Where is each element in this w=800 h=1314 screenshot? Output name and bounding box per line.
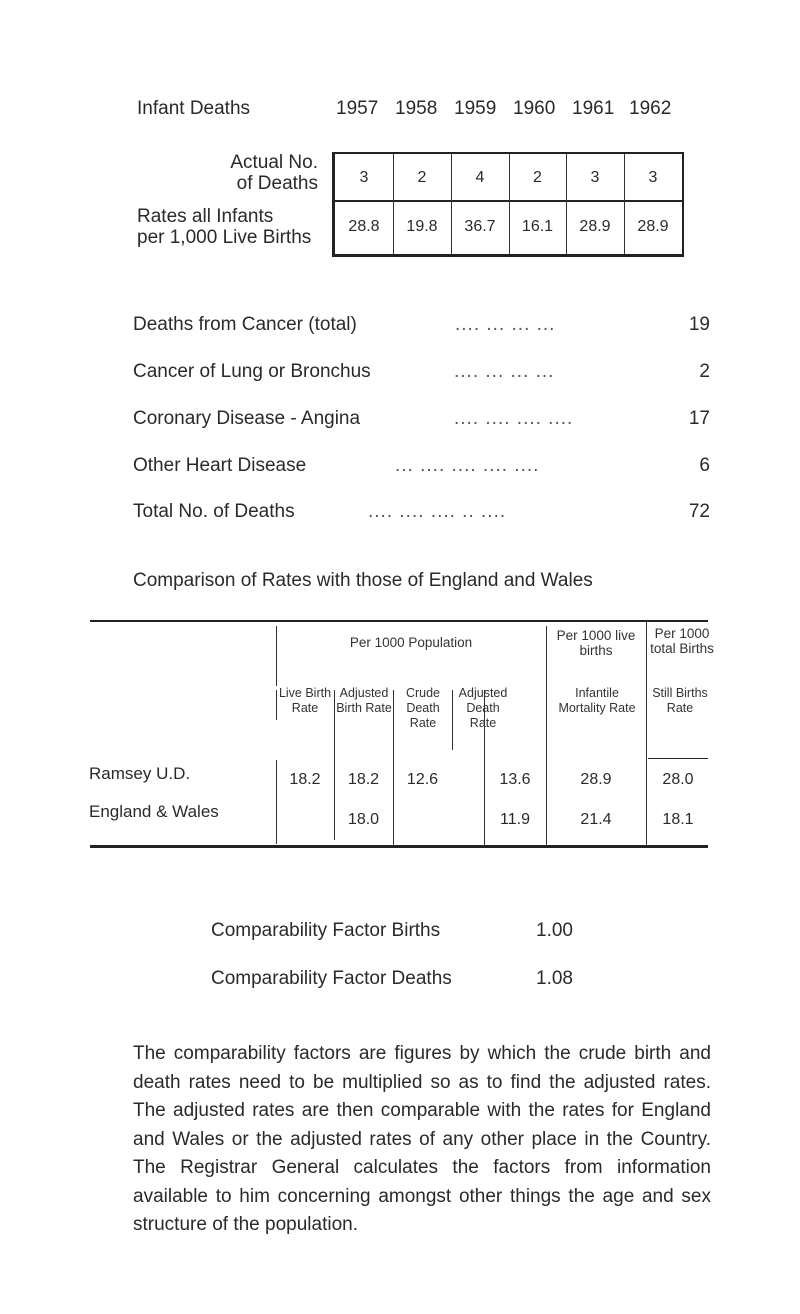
column-header: Adjusted Birth Rate	[336, 686, 392, 715]
actual-deaths-cell: 3	[648, 169, 658, 186]
cause-label: Deaths from Cancer (total)	[133, 314, 357, 335]
actual-deaths-label-line2: of Deaths	[236, 173, 318, 194]
cause-value: 19	[688, 314, 710, 335]
infant-deaths-table	[332, 152, 684, 257]
infant-rate-cell: 28.9	[579, 218, 611, 235]
column-header: Live Birth Rate	[278, 686, 332, 715]
cause-value: 17	[688, 408, 710, 429]
rate-cell: 18.0	[347, 811, 380, 828]
rate-cell: 18.2	[347, 771, 380, 788]
year-label: 1960	[513, 98, 556, 119]
actual-deaths-cell: 2	[533, 169, 542, 186]
year-label: 1962	[629, 98, 672, 119]
column-header: Still Births Rate	[652, 686, 708, 715]
group-header-population: Per 1000 Population	[349, 635, 473, 650]
year-label: 1959	[454, 98, 497, 119]
rate-cell: 11.9	[500, 811, 530, 828]
cause-label: Other Heart Disease	[133, 455, 307, 476]
group-header-total-births: Per 1000 total Births	[650, 626, 714, 656]
explanatory-paragraph: The comparability factors are figures by which the crude birth and death rates need to be multiplied so as to find the adjusted rates. The adjusted rates are then comparable with the rates for England and Wales or the adjusted rates of any other place in the Country. The Registrar General calculates the factors from information available to him concerning amongst other things the age and sex structure of the population.	[133, 1043, 711, 1235]
column-header: Adjusted Death Rate	[458, 686, 508, 730]
rate-cell: 28.0	[662, 771, 694, 788]
year-label: 1958	[395, 98, 438, 119]
infant-rate-cell: 36.7	[464, 218, 496, 235]
rate-cell: 18.2	[289, 771, 321, 788]
actual-deaths-cell: 2	[417, 169, 427, 186]
infant-rate-cell: 28.8	[348, 218, 380, 235]
factor-label-births: Comparability Factor Births	[211, 920, 441, 941]
rate-cell: 18.1	[662, 811, 694, 828]
leader-dots: .... ... ... ...	[455, 314, 556, 335]
group-header-live-births: Per 1000 live births	[556, 628, 636, 658]
leader-dots: .... ... ... ...	[454, 361, 555, 382]
factor-value-births: 1.00	[536, 920, 573, 941]
cause-label: Coronary Disease - Angina	[133, 408, 361, 429]
cause-value: 72	[688, 501, 710, 522]
rate-cell: 21.4	[580, 811, 612, 828]
actual-deaths-label-line1: Actual No.	[230, 152, 318, 173]
rate-cell: 28.9	[580, 771, 612, 788]
actual-deaths-cell: 3	[590, 169, 600, 186]
column-header: Infantile Mortality Rate	[558, 686, 636, 715]
row-label-england-wales: England & Wales	[89, 802, 219, 821]
cause-value: 6	[699, 455, 710, 476]
cause-label: Cancer of Lung or Bronchus	[133, 361, 371, 382]
column-divider	[393, 690, 394, 845]
infant-deaths-heading: Infant Deaths	[137, 98, 251, 119]
rate-cell: 13.6	[499, 771, 531, 788]
actual-deaths-cell: 3	[359, 169, 369, 186]
column-header: Crude Death Rate	[405, 686, 441, 730]
infant-rate-cell: 16.1	[521, 218, 554, 235]
rates-label-line1: Rates all Infants	[137, 206, 274, 227]
rate-cell: 12.6	[406, 771, 439, 788]
rates-label-line2: per 1,000 Live Births	[137, 227, 312, 248]
cause-label: Total No. of Deaths	[133, 501, 295, 522]
cause-value: 2	[699, 361, 710, 382]
infant-rate-cell: 28.9	[637, 218, 669, 235]
column-divider	[452, 690, 453, 750]
comparison-title: Comparison of Rates with those of England and Wales	[133, 570, 593, 591]
leader-dots: ... .... .... .... ....	[395, 455, 540, 476]
row-label-ramsey: Ramsey U.D.	[89, 764, 191, 783]
leader-dots: .... .... .... ....	[454, 408, 574, 429]
table-top-rule	[90, 620, 708, 622]
factor-value-deaths: 1.08	[536, 968, 573, 989]
infant-rate-cell: 19.8	[406, 218, 438, 235]
table-bottom-rule	[90, 845, 708, 848]
column-divider	[276, 690, 277, 720]
still-births-underline	[648, 758, 708, 759]
year-label: 1961	[572, 98, 615, 119]
factor-label-deaths: Comparability Factor Deaths	[211, 968, 452, 989]
actual-deaths-cell: 4	[475, 169, 485, 186]
leader-dots: .... .... .... .. ....	[368, 501, 507, 522]
year-label: 1957	[336, 98, 379, 119]
